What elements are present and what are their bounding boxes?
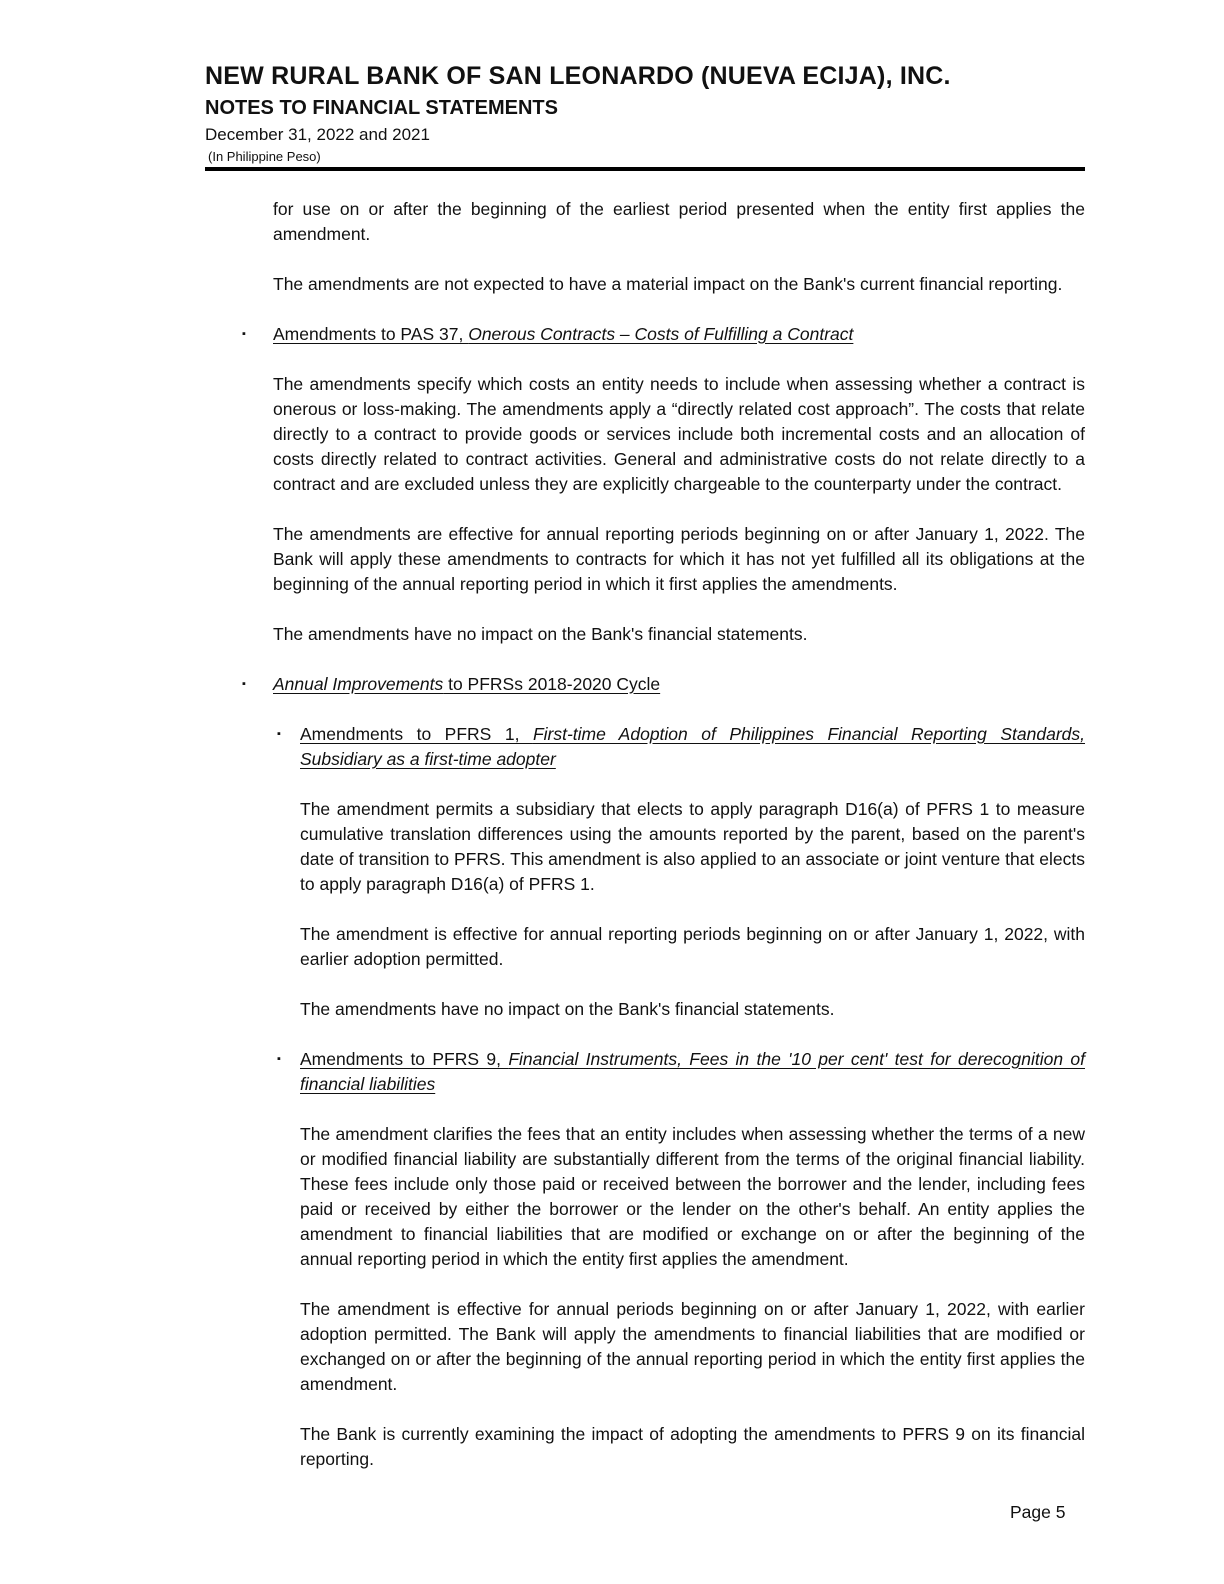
heading-pas37-prefix: Amendments to PAS 37, [273,324,469,344]
paragraph-pfrs9-effective: The amendment is effective for annual periods beginning on or after January 1, 2022, with earlier adoption permitted. The Bank will apply the amendments to financial liabilities that are modified or exchanged on or after the beginning of the annual reporting period in which the entity first applies the amendment. [300,1299,1085,1394]
square-bullet-icon: ▪ [242,678,246,690]
bullet-heading-pfrs1 [277,722,1086,772]
heading-pas37-title: Onerous Contracts – Costs of Fulfilling a Contract [468,324,854,344]
bank-name: NEW RURAL BANK OF SAN LEONARDO (NUEVA ECIJA), INC. [205,62,951,90]
square-bullet-icon: ▪ [277,728,281,740]
heading-pas37-text [273,322,1085,347]
bullet-heading-annual-improvements [242,672,1085,697]
paragraph-pas37-costs: The amendments specify which costs an entity needs to include when assessing whether a contract is onerous or loss-making. The amendments apply a “directly related cost approach”. The costs that relate directly to a contract to provide goods or services include both incremental costs and an allocation of costs directly related to contract activities. General and administrative costs do not relate directly to a contract and are excluded unless they are explicitly chargeable to the counterparty under the contract. [273,374,1085,494]
paragraph-amendment-use: for use on or after the beginning of the earliest period presented when the entity first applies the amendment. [273,199,1085,244]
document-body [242,197,1086,1472]
heading-pfrs9-title: Financial Instruments, Fees in the '10 per cent' test for derecognition of financial liabilities [300,1049,1085,1094]
paragraph-pfrs1-no-impact: The amendments have no impact on the Bank's financial statements. [300,999,835,1019]
square-bullet-icon: ▪ [277,1053,281,1065]
heading-annual-title: Annual Improvements [273,674,444,694]
bullet-heading-pfrs9 [277,1047,1085,1097]
page-number: Page 5 [1010,1502,1066,1522]
heading-pfrs1-text [300,722,1085,772]
document-header [0,0,1224,171]
heading-annual-suffix: to PFRSs 2018-2020 Cycle [443,674,661,694]
heading-pfrs9-prefix: Amendments to PFRS 9, [300,1049,509,1069]
paragraph-pfrs1-effective: The amendment is effective for annual reporting periods beginning on or after January 1, 2022, with earlier adoption permitted. [300,924,1085,969]
heading-annual-text [273,672,1085,697]
paragraph-pfrs1-permits: The amendment permits a subsidiary that elects to apply paragraph D16(a) of PFRS 1 to measure cumulative translation differences using the amounts reported by the parent, based on the parent's date of transition to PFRS. This amendment is also applied to an associate or joint venture that elects to apply paragraph D16(a) of PFRS 1. [300,799,1085,894]
paragraph-pas37-no-impact: The amendments have no impact on the Bank's financial statements. [273,624,808,644]
document-title: NOTES TO FINANCIAL STATEMENTS [205,97,558,119]
paragraph-pfrs9-clarifies: The amendment clarifies the fees that an entity includes when assessing whether the terms of a new or modified financial liability are substantially different from the terms of the original financial liability. These fees include only those paid or received between the borrower and the lender, including fees paid or received by either the borrower or the lender on the other's behalf. An entity applies the amendment to financial liabilities that are modified or exchange on or after the beginning of the annual reporting period in which the entity first applies the amendment. [300,1124,1085,1269]
paragraph-no-material-impact: The amendments are not expected to have a material impact on the Bank's current financial reporting. [273,274,1063,294]
bullet-heading-pas37 [242,322,1085,347]
paragraph-pfrs9-examining: The Bank is currently examining the impact of adopting the amendments to PFRS 9 on its financial reporting. [300,1424,1085,1469]
header-rule [205,167,1085,171]
square-bullet-icon: ▪ [242,328,246,340]
currency-note: (In Philippine Peso) [208,149,321,164]
heading-pfrs9-text [300,1047,1085,1097]
date-line: December 31, 2022 and 2021 [205,125,430,144]
paragraph-pas37-effective: The amendments are effective for annual reporting periods beginning on or after January 1, 2022. The Bank will apply these amendments to contracts for which it has not yet fulfilled all its obligations at the beginning of the annual reporting period in which it first applies the amendments. [273,524,1085,594]
heading-pfrs1-title: First-time Adoption of Philippines Financial Reporting Standards, Subsidiary as a first-time adopter [300,724,1086,769]
heading-pfrs1-prefix: Amendments to PFRS 1, [300,724,533,744]
